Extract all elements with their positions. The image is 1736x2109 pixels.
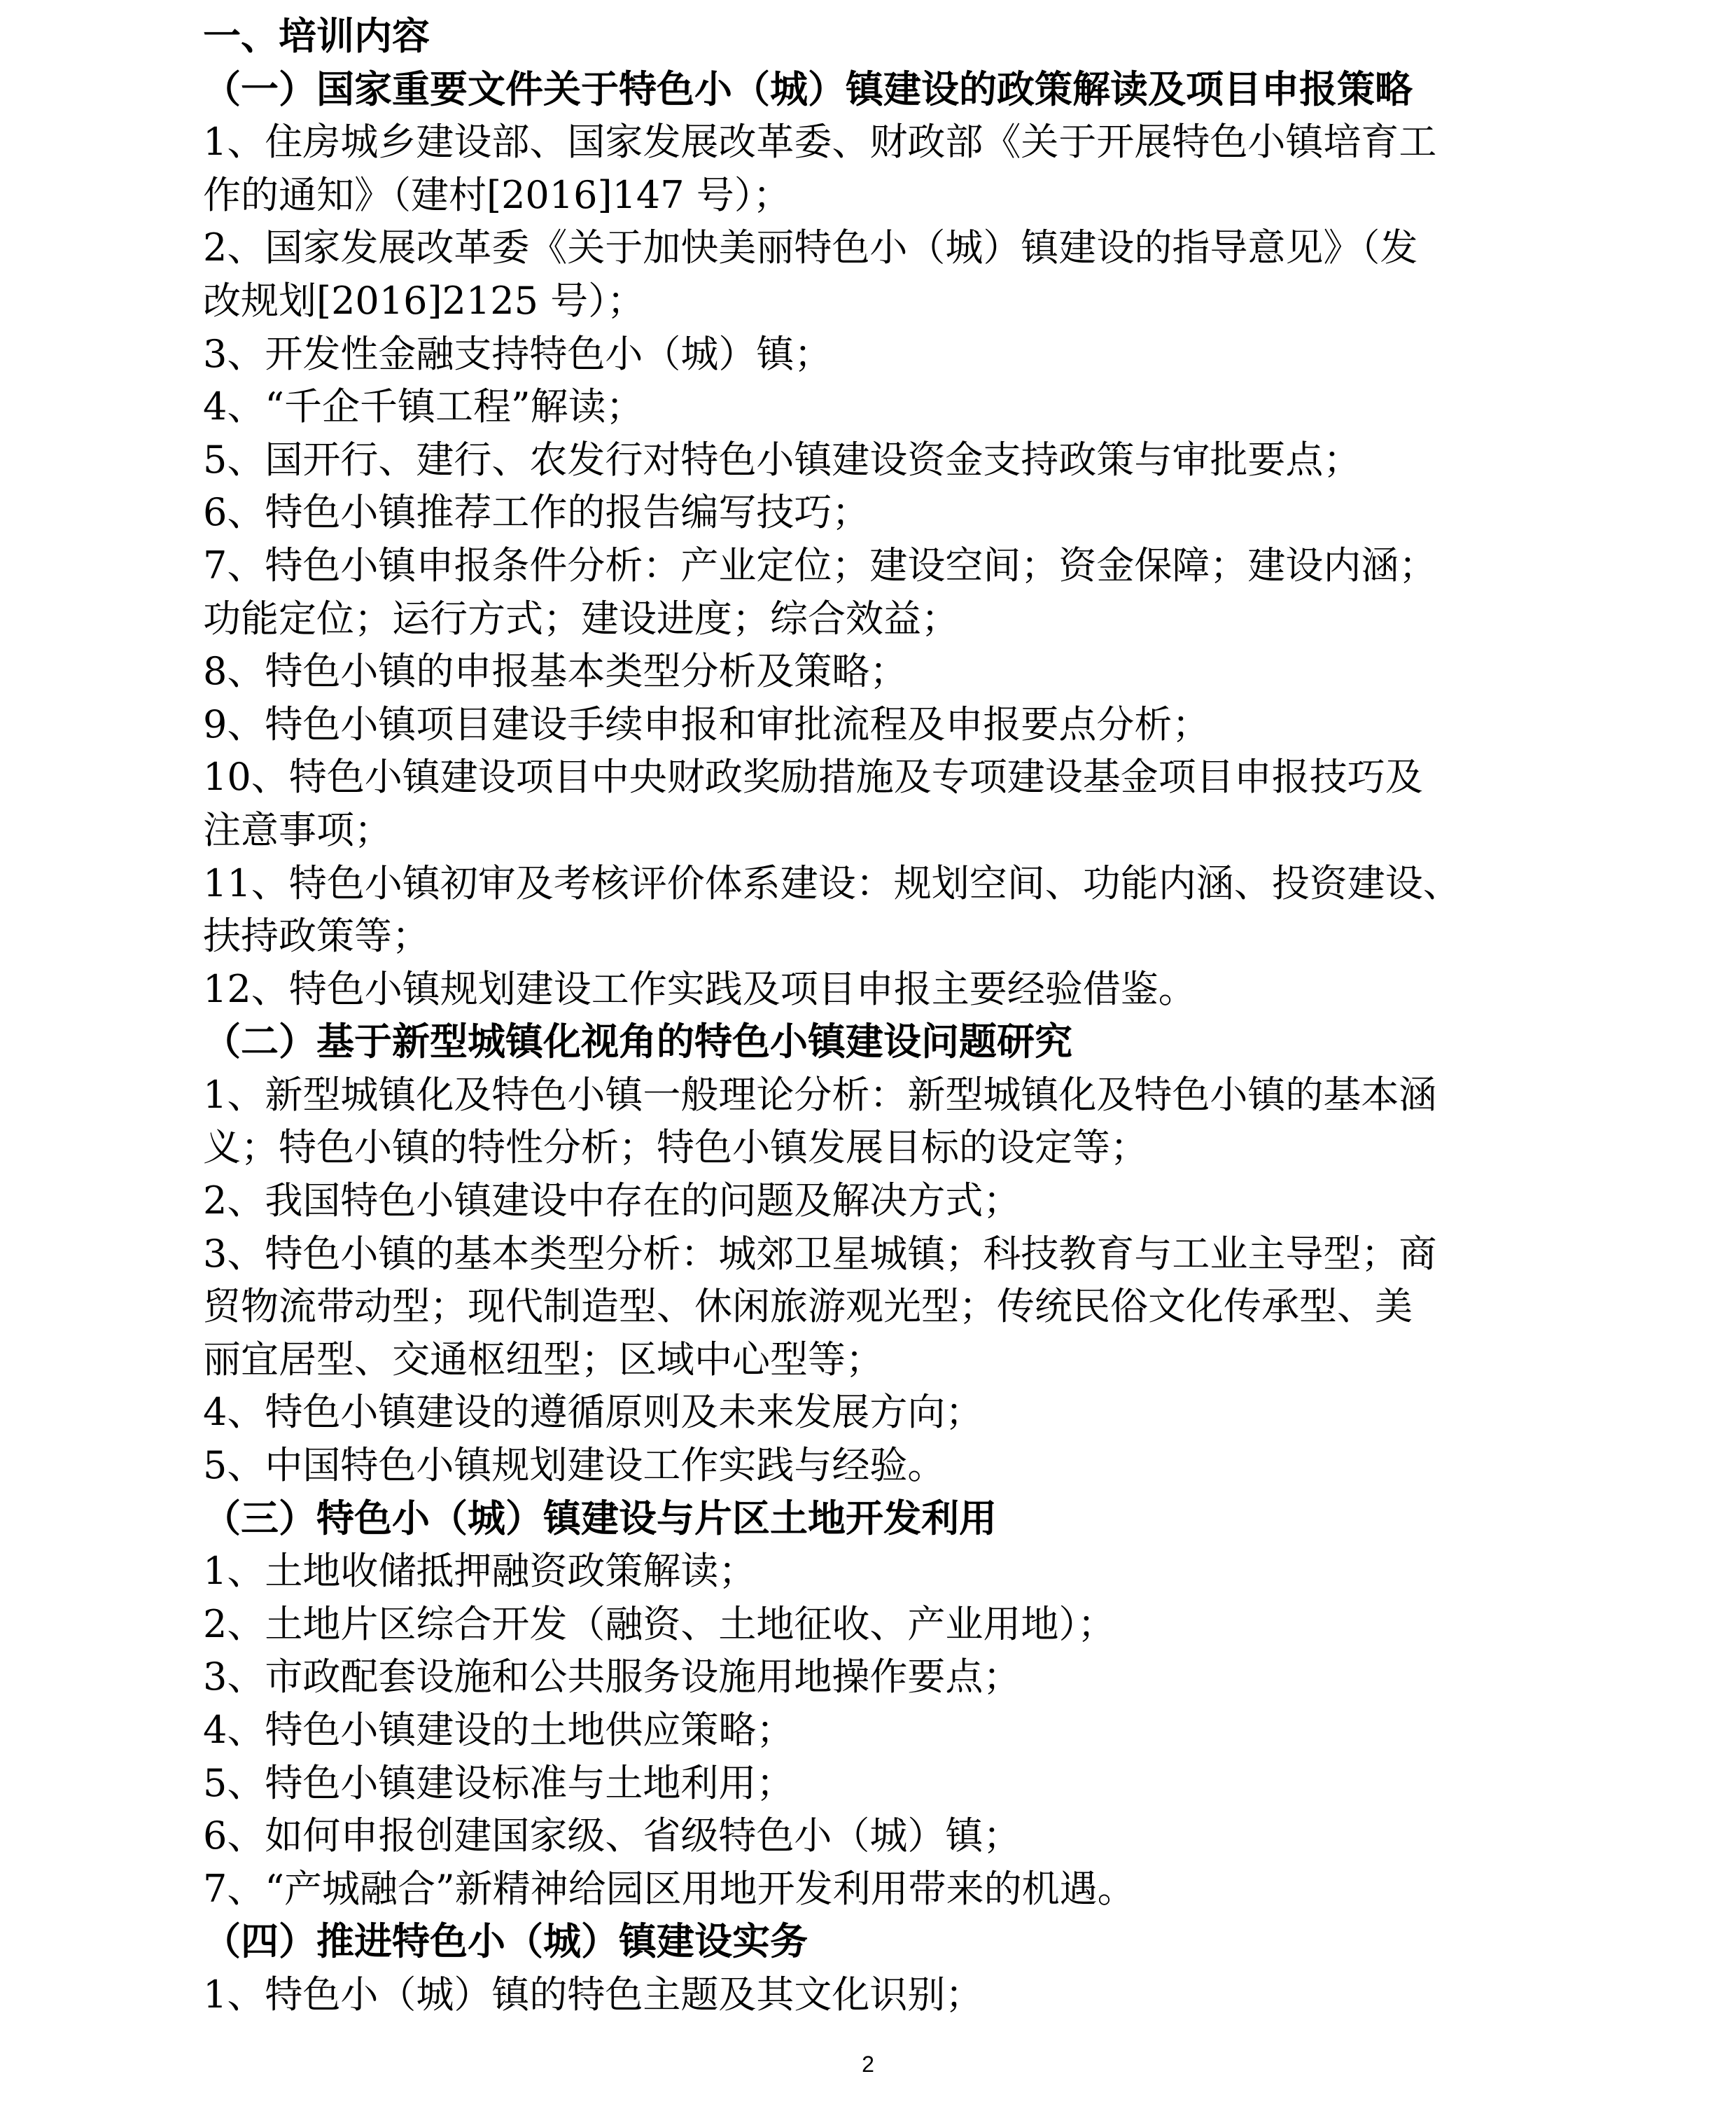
body-line: 2、我国特色小镇建设中存在的问题及解决方式； <box>203 1178 1021 1223</box>
body-line: 7、特色小镇申报条件分析：产业定位；建设空间；资金保障；建设内涵； <box>203 543 1437 587</box>
body-line: 改规划[2016]2125 号）； <box>203 278 645 323</box>
body-line: 1、新型城镇化及特色小镇一般理论分析：新型城镇化及特色小镇的基本涵 <box>203 1072 1437 1117</box>
body-line: 作的通知》（建村[2016]147 号）； <box>203 172 791 217</box>
body-line: 4、特色小镇建设的土地供应策略； <box>203 1708 794 1752</box>
document-body <box>203 10 1533 2021</box>
body-line: 3、特色小镇的基本类型分析：城郊卫星城镇；科技教育与工业主导型；商 <box>203 1231 1437 1276</box>
body-line: 注意事项； <box>203 807 392 852</box>
body-line: 5、特色小镇建设标准与土地利用； <box>203 1760 794 1805</box>
body-line: 6、如何申报创建国家级、省级特色小（城）镇； <box>203 1814 1021 1858</box>
body-line: 11、特色小镇初审及考核评价体系建设：规划空间、功能内涵、投资建设、 <box>203 861 1461 905</box>
body-line: 6、特色小镇推荐工作的报告编写技巧； <box>203 490 870 535</box>
body-line: 4、特色小镇建设的遵循原则及未来发展方向； <box>203 1390 983 1435</box>
body-line: 4、“千企千镇工程”解读； <box>203 384 644 429</box>
page-number: 2 <box>862 2052 874 2077</box>
body-line: 2、土地片区综合开发（融资、土地征收、产业用地）； <box>203 1601 1116 1646</box>
body-line: 义；特色小镇的特性分析；特色小镇发展目标的设定等； <box>203 1125 1148 1170</box>
body-line: 丽宜居型、交通枢纽型；区域中心型等； <box>203 1337 883 1381</box>
body-line: 7、“产城融合”新精神给园区用地开发利用带来的机遇。 <box>203 1866 1135 1911</box>
subsection-heading: （三）特色小（城）镇建设与片区土地开发利用 <box>203 1496 997 1540</box>
subsection-heading: （二）基于新型城镇化视角的特色小镇建设问题研究 <box>203 1019 1072 1064</box>
subsection-heading: （一）国家重要文件关于特色小（城）镇建设的政策解读及项目申报策略 <box>203 67 1413 111</box>
body-line: 功能定位；运行方式；建设进度；综合效益； <box>203 596 959 641</box>
subsection-heading: （四）推进特色小（城）镇建设实务 <box>203 1919 808 1964</box>
body-line: 5、国开行、建行、农发行对特色小镇建设资金支持政策与审批要点； <box>203 437 1362 482</box>
body-line: 12、特色小镇规划建设工作实践及项目申报主要经验借鉴。 <box>203 966 1196 1011</box>
body-line: 1、住房城乡建设部、国家发展改革委、财政部《关于开展特色小镇培育工 <box>203 120 1437 165</box>
body-line: 1、特色小（城）镇的特色主题及其文化识别； <box>203 1972 983 2017</box>
body-line: 9、特色小镇项目建设手续申报和审批流程及申报要点分析； <box>203 702 1210 746</box>
body-line: 3、开发性金融支持特色小（城）镇； <box>203 331 832 376</box>
body-line: 3、市政配套设施和公共服务设施用地操作要点； <box>203 1655 1021 1699</box>
body-line: 贸物流带动型；现代制造型、休闲旅游观光型；传统民俗文化传承型、美 <box>203 1284 1413 1329</box>
body-line: 5、中国特色小镇规划建设工作实践与经验。 <box>203 1443 946 1488</box>
body-line: 1、土地收储抵押融资政策解读； <box>203 1549 757 1594</box>
body-line: 8、特色小镇的申报基本类型分析及策略； <box>203 649 908 694</box>
body-line: 2、国家发展改革委《关于加快美丽特色小（城）镇建设的指导意见》（发 <box>203 225 1418 270</box>
section-heading: 一、培训内容 <box>203 14 430 58</box>
body-line: 10、特色小镇建设项目中央财政奖励措施及专项建设基金项目申报技巧及 <box>203 755 1423 800</box>
body-line: 扶持政策等； <box>203 914 430 959</box>
